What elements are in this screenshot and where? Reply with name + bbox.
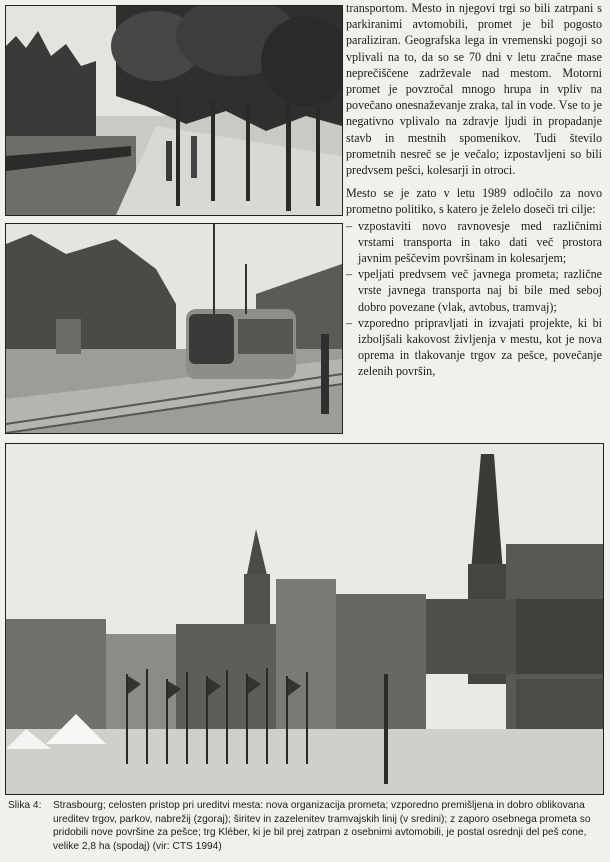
article-text-column [346,0,602,380]
list-item: – vzpostaviti novo ravnovesje med različnimi vrstami transporta in tako dati več prostora javnim peščevim površinam in kolesarjem; [346,218,602,267]
promenade-illustration [6,6,342,215]
paragraph-traffic-problems: transportom. Mesto in njegovi trgi so bili zatrpani s parkiranimi avtomobili, promet je bil pogosto paraliziran. Geografska lega in vremenski pogoji so vplivali na to, da so se 70 dni v letu zračne mase neprečiščene zadrževale nad mestom. Motorni promet je povzročal mnogo hrupa in vpliv na povečano onesnaževanje zraka, tal in vode. Vse to je negativno vplivalo na zdravje ljudi in propadanje stavb in mestnih spomenikov. Tudi število prometnih nesreč se je večalo; izpostavljeni so bili predvsem pešci, kolesarji in otroci. [346,1,602,178]
square-illustration [6,444,603,794]
caption-text: Strasbourg; celosten pristop pri ureditvi mesta: nova organizacija prometa; vzporedno premišljena in dobro oblikovana ureditev trgov, parkov, nabrežij (zgoraj); širitev in zazelenitev tramvajskih linij (v sredini); z zaporo osebnega prometa so pridobili nove površine za pešce; trg Kléber, ki je bil prej zatrpan z osebnimi avtomobili, je postal osrednji del peš cone, velike 2,8 ha (spodaj) (vir: CTS 1994) [53,800,591,852]
list-item: – vpeljati predvsem več javnega prometa; različne vrste javnega transporta naj bi bile med seboj dobro povezane (vlak, avtobus, tramvaj); [346,266,602,315]
photo-tram-line [5,223,343,434]
list-item: – vzporedno pripravljati in izvajati projekte, ki bi izboljšali kakovost življenja v mestu, kot je nova oprema in tlakovanje trgov za pešce, povečanje zelenih površin, [346,315,602,380]
photo-riverside-promenade [5,5,343,216]
figure-caption [8,799,602,853]
policy-goals-list [346,218,602,380]
caption-label: Slika 4: [8,800,42,811]
tram-illustration [6,224,342,433]
paragraph-new-policy: Mesto se je zato v letu 1989 odločilo za novo prometno politiko, s katero je želelo doseči tri cilje: [346,186,602,217]
photo-kleber-square [5,443,604,795]
